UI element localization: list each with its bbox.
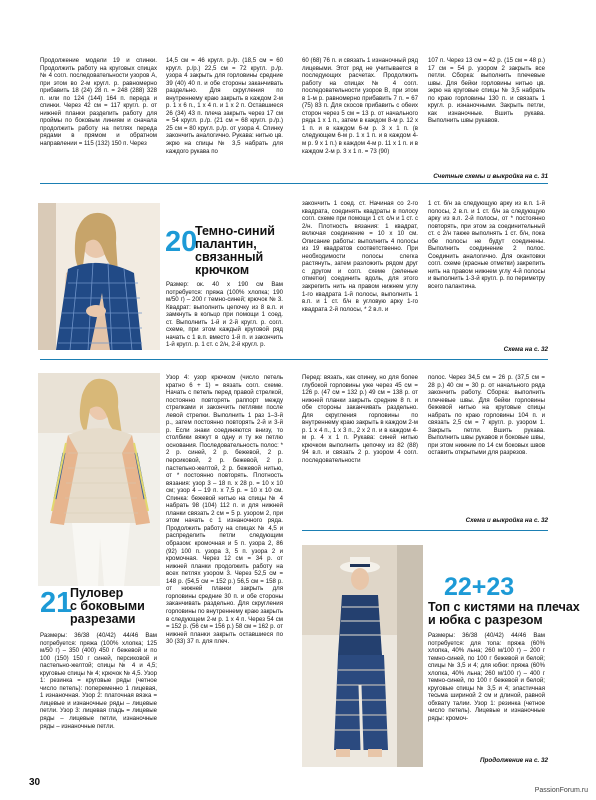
model-number-21: 21 xyxy=(40,587,73,619)
title-line: палантин, xyxy=(195,237,257,251)
photo-top-skirt-illustration xyxy=(302,545,423,767)
photo-shawl-illustration xyxy=(38,203,160,350)
text-21-right: полос. Через 34,5 см = 26 р. (37,5 см = 28 р.) 40 см = 30 р. от начального ряда закончить работу. Сборка: выполнить плечевые швы. Для бейки горловины бежевой нитью на круговые спицы набрать по краю горловины 104 п. и связать 2,5 см = 7 кругл. р. узором 1. Закрыть петли. Вшить рукава. Выполнить швы рукавов и боковые швы, при этом нижние по 14 см боковых швов оставить открытыми для разрезов. xyxy=(428,374,545,457)
text-20-right: 1 ст. б/н за следующую арку из в.п. 1-й полосы, 2 в.п. и 1 ст. б/н за следующую арку из в.п. 2-й полосы, от * постоянно повторять, при этом за соединительный ст. с 2/н также выполнять 1 ст. б/н, пока обе полосы не будут соединены. Выполнить соединение 2 полос. Соединить аналогично. Для окантовки согл. схеме (красные отметки) закрепить нить на правом нижнем углу 4-й полосы и выполнить 1-3-й кругл. р. по периметру всего палантина. xyxy=(428,200,545,291)
title-line: крючком xyxy=(195,263,250,277)
chart-ref: Счетные схемы и выкройка на с. 31 xyxy=(433,173,548,180)
model-title-20 xyxy=(195,225,275,277)
title-line: Темно-синий xyxy=(195,224,275,238)
title-line: связанный xyxy=(195,250,264,264)
chart-ref-20: Схема на с. 32 xyxy=(503,346,548,353)
title-line: Пуловер xyxy=(70,586,124,600)
site-watermark: PassionForum.ru xyxy=(534,787,588,794)
section-divider xyxy=(302,530,548,531)
text-col-4: 107 п. Через 13 см = 42 р. (15 см = 48 р.) 17 см = 54 р. узором 2 закрыть все петли. Сборка: выполнить плечевые швы. Для бейки горловины нитью цв. экрю на круговые спицы № 3,5 набрать по краю горловины 130 п. и связать 1 кругл. р. изнаночными. Закрыть петли, как изнаночные. Вшить рукава. Выполнить швы рукавов. xyxy=(428,57,545,125)
text-20-mid: закончить 1 соед. ст. Начиная со 2-го квадрата, соединять квадраты в полосу согл. схеме при помощи 1 ст. с/н и 1 ст. с 2/н. Плотность вязания: 1 квадрат, включая соединение = 10 х 10 см. Описание работы: выполнить 4 полосы из 19 квадратов соответственно. При необходимости полосы слегка растянуть, затем разложить рядом друг с другом и согл. схеме (зеленые отметки) соединить вдоль, для этого закрепить нить на правом нижнем углу 1-го квадрата 1-й полосы, выполнить 1 в.п. и 1 ст. б/н в угловую арку 1-го квадрата 2-й полосы, * 2 в.п. и xyxy=(302,200,418,313)
chart-ref-21: Схема и выкройка на с. 32 xyxy=(465,517,548,524)
section-divider xyxy=(40,183,548,184)
model-number-22-23: 22+23 xyxy=(444,573,515,601)
photo-model-22-23 xyxy=(302,545,423,767)
text-col-1: Продолжение модели 19 и спинки. Продолжить работу на круговых спицах № 4 согл. последовательности узоров А, при этом во 2-м кругл. р. равномерно прибавить 18 (24) 28 п. = 248 (288) 328 п. или по 124 (144) 164 п. переда и спинки. Через 42 см = 117 кругл. р. от нижней планки разделить работу для проймы по боковым линиям и сначала продолжить работу на петлях переда рядами в прямом и обратном направлении = 115 (132) 150 п. Через xyxy=(40,57,157,148)
photo-model-21 xyxy=(38,373,160,586)
model-title-22-23 xyxy=(428,601,580,627)
title-line: Топ с кистями на плечах xyxy=(428,600,580,614)
title-line: с боковыми xyxy=(70,599,145,613)
text-22-23: Размеры: 36/38 (40/42) 44/46 Вам потребуется: для топа: пряжа (60% хлопка, 40% льна; 260 м/100 г) – 200 г темно-синей, по 100 г бежевой и белой; спицы № 3,5 и 4; для юбки: пряжа (60% хлопка, 40% льна; 260 м/100 г) – 400 г темно-синей, по 100 г бежевой и белой; круговые спицы № 3,5 и 4; эластичная тесьма шириной 2 см и длиной, равной обхвату талии. Узор 1: резинка (четное число петель). Лицевые и изнаночные ряды: кромоч- xyxy=(428,632,545,723)
text-20-left: Размер: ок. 40 х 190 см Вам потребуется: пряжа (100% хлопка; 190 м/50 г) – 200 г темно-синей; крючок № 3. Квадрат: выполнить цепочку из 8 в.п. и замкнуть в кольцо при помощи 1 соед. ст. Выполнить 1-й и 2-й кругл. р. согл. схеме, при этом каждый круговой ряд начать с 1 в.п. вместо 1-й п. и закончить 1-й кругл. р. 1 ст. с 2/н, 2-й кругл. р. xyxy=(166,281,283,349)
text-col-2: 14,5 см = 46 кругл. р./р. (18,5 см = 60 кругл. р./р.) 22,5 см = 72 кругл. р./р. узора 4 закрыть для горловины средние 39 (40) 40 п. и обе стороны заканчивать раздельно. Для скругления по внутреннему краю закрыть в каждом 2-м р. 1 х 6 п., 1 х 4 п. и 1 х 2 п. Оставшиеся 26 (34) 43 п. плеча закрыть через 17 см = 54 кругл. р./р. (21 см = 68 кругл. р./р.) 25 см = 80 кругл. р./р. от узора 4. Спинку закончить аналогично. Рукава: нитью цв. экрю на спицы № 3,5 набрать для каждого рукава по xyxy=(166,57,283,155)
text-21-mid2: Перед: вязать, как спинку, но для более глубокой горловины уже через 45 см = 126 р. (47 см = 132 р.) 49 см = 138 р. от нижней планки закрыть средние 8 п. и обе стороны заканчивать раздельно. Для скругления горловины по внутреннему краю закрыть в каждом 2-м р. 1 х 4 п., 1 х 3 п., 2 х 2 п. и в каждом 4-м р. 4 х 1 п. Рукава: синей нитью крючком выполнить цепочку из 82 (88) 94 в.п. и связать 2 р. узором 4 согл. последовательности xyxy=(302,374,418,465)
model-number-20: 20 xyxy=(165,226,198,258)
title-line: и юбка с разрезом xyxy=(428,613,543,627)
page-number: 30 xyxy=(29,777,41,788)
section-divider xyxy=(40,359,548,360)
text-21-mid: Узор 4: узор крючком (число петель кратно 6 + 1) = вязать согл. схеме. Начать с петель перед правой стрелкой, постоянно повторять раппорт между стрелками и закончить петлями после левой стрелки. Выполнить 1 раз 1–3-й р., затем постоянно повторять 2-й и 3-й р. Если знаки соединяются внизу, то столбики вяжут в одну и ту же петлю основания. Последовательность полос: * 2 р. синей, 2 р. бежевой, 2 р. персиковой, 2 р. бежевой, 2 р. пастельно-желтой, 2 р. бежевой нитью, от * постоянно повторять. Плотность вязания: узор 3 – 18 п. х 28 р. = 10 х 10 см; узор 4 – 19 п. х 7,5 р. = 10 х 10 см. Спинка: бежевой нитью на спицы № 4 набрать 98 (104) 112 п. и для нижней планки связать 2 см = 5 р. узором 2, при этом начать с 1 изнаночного ряда. Продолжить работу на спицах № 4,5 и распределить петли следующим образом: кромочная и 5 п. узора 2, 86 (92) 100 п. узора 3, 5 п. узора 2 и кромочная. Через 12 см = 34 р. от нижней планки продолжить работу на всех петлях узором 3. Через 52,5 см = 148 р. (54,5 см = 152 р.) 56,5 см = 158 р. от нижней планки закрыть для горловины средние 30 п. и обе стороны заканчивать раздельно. Для скругления горловины по внутреннему краю закрыть в следующем 2-м р. 1 х 4 п. Через 54 см = 152 р. (56 см = 156 р.) 58 см = 162 р. от нижней планки закрыть оставшиеся по 30 (33) 37 п. для плеч. xyxy=(166,374,283,646)
continued-ref: Продолжение на с. 32 xyxy=(480,757,548,764)
model-title-21 xyxy=(70,587,145,626)
text-21-left: Размеры: 36/38 (40/42) 44/46 Вам потребуется: пряжа (100% хлопка; 125 м/50 г) – 350 (400) 450 г бежевой и по 100 (150) 150 г синей, персиковой и пастельно-желтой; спицы № 4 и 4,5; круговые спицы № 4; крючок № 4,5. Узор 1: резинка = круговые ряды (четное число петель): попеременно 1 лицевая, 1 изнаночная. Узор 2: платочная вязка = лицевые и изнаночные ряды – лицевые петли. Узор 3: лицевая гладь = лицевые ряды – лицевые петли, изнаночные ряды – изнаночные петли. xyxy=(40,632,157,730)
photo-pullover-illustration xyxy=(38,373,160,586)
photo-model-20 xyxy=(38,203,160,350)
text-col-3: 60 (68) 76 п. и связать 1 изнаночный ряд лицевыми. Этот ряд не учитывается в последующих расчетах. Продолжить работу на спицах № 4 согл. последовательности узоров В, при этом в 1-м р. равномерно прибавить 7 п. = 67 (75) 83 п. Для скосов прибавить с обеих сторон через 5 см = 13 р. от начального ряда 1 х 1 п., затем в каждом 8-м р. 12 х 1 п. и в каждом 6-м р. 3 х 1 п. (в следующем 6-м р. 1 х 1 п. и в каждом 4-м р. 9 х 1 п.) в каждом 4-м р. 11 х 1 п. и в каждом 2-м р. 3 х 1 п. = 73 (90) xyxy=(302,57,418,155)
title-line: разрезами xyxy=(70,612,136,626)
